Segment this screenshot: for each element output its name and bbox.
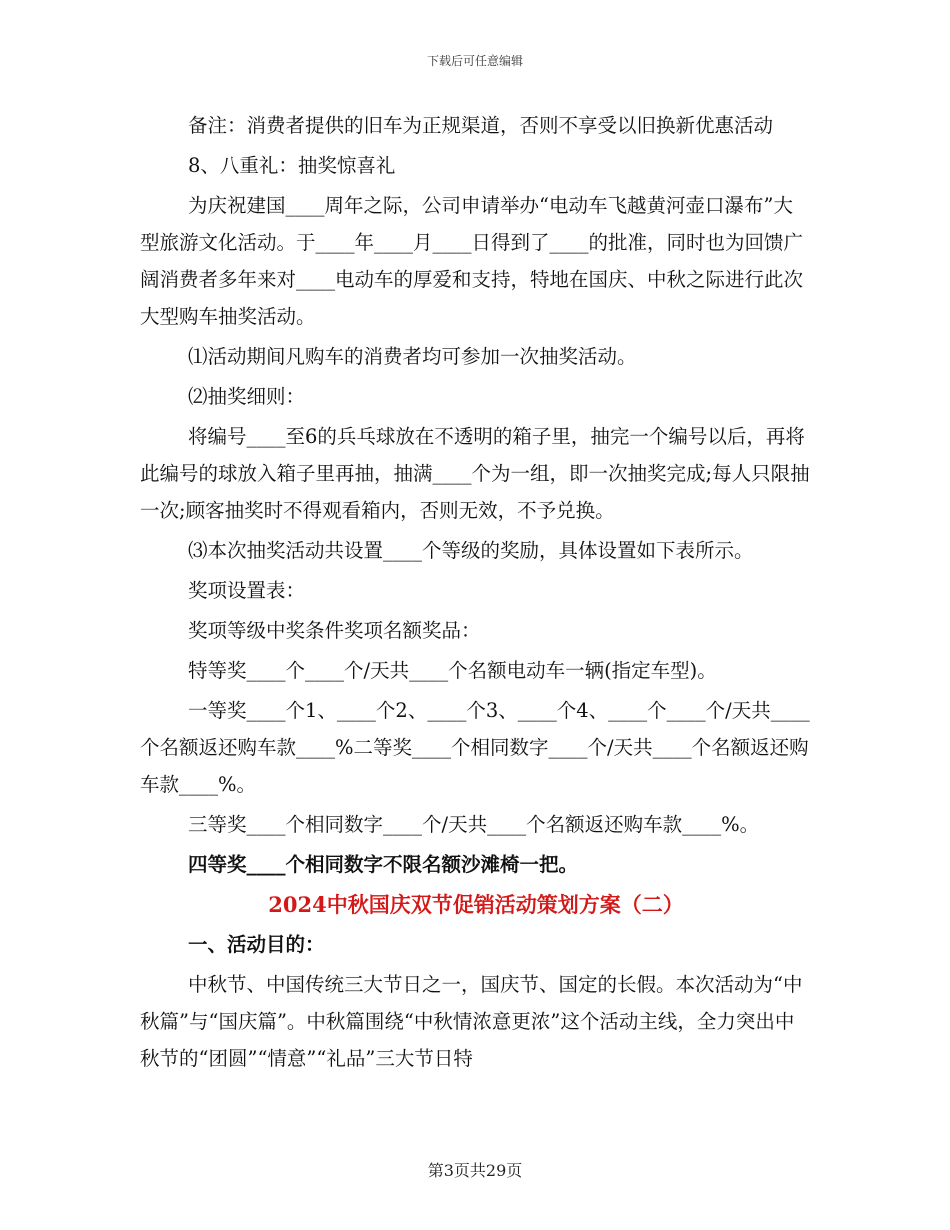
prize-table-header: 奖项等级中奖条件奖项名额奖品：: [188, 619, 481, 642]
page-header: 下载后可任意编辑: [426, 54, 523, 68]
purpose-paragraph: 中秋节、中国传统三大节日之一，国庆节、国定的长假。本次活动为“中秋篇”与“国庆篇”。中秋篇围绕“中秋情浓意更浓”这个活动主线，全力突出中秋节的“团圆”“情意”“礼品”三大节日特: [140, 973, 803, 1070]
note-paragraph: 备注：消费者提供的旧车为正规渠道，否则不享受以旧换新优惠活动: [188, 114, 774, 137]
prize-special: 特等奖____个____个/天共____个名额电动车一辆(指定车型)。: [188, 659, 717, 682]
page-footer: 第3页共29页: [427, 1161, 523, 1180]
lottery-rule-2: ⑵抽奖细则：: [188, 385, 306, 408]
prize-fourth: 四等奖____个相同数字不限名额沙滩椅一把。: [188, 853, 579, 876]
lottery-intro-paragraph: 为庆祝建国____周年之际，公司申请举办“电动车飞越黄河壶口瀑布”大型旅游文化活动。于____年____月____日得到了____的批准，同时也为回馈广阔消费者多年来对____电动车的厚爱和支持，特地在国庆、中秋之际进行此次大型购车抽奖活动。: [140, 194, 804, 328]
gift-8-heading: 8、八重礼：抽奖惊喜礼: [188, 154, 396, 177]
prize-first-second: 一等奖____个1、____个2、____个3、____个4、____个____个/天共____个名额返还购车款____%二等奖____个相同数字____个/天共____个名额返还购车款____%。: [140, 699, 810, 796]
prize-third: 三等奖____个相同数字____个/天共____个名额返还购车款____%。: [188, 813, 760, 836]
lottery-detail-paragraph: 将编号____至6的兵乓球放在不透明的箱子里，抽完一个编号以后，再将此编号的球放入箱子里再抽，抽满____个为一组，即一次抽奖完成;每人只限抽一次;顾客抽奖时不得观看箱内，否则无效，不予兑换。: [140, 425, 810, 522]
document-body: [140, 107, 812, 1080]
prize-table-label: 奖项设置表：: [188, 579, 306, 602]
lottery-rule-3: ⑶本次抽奖活动共设置____个等级的奖励，具体设置如下表所示。: [188, 539, 754, 562]
section-title: 2024中秋国庆双节促销活动策划方案（二）: [268, 892, 684, 917]
lottery-rule-1: ⑴活动期间凡购车的消费者均可参加一次抽奖活动。: [188, 345, 637, 368]
heading-activity-purpose: 一、活动目的：: [188, 933, 325, 956]
